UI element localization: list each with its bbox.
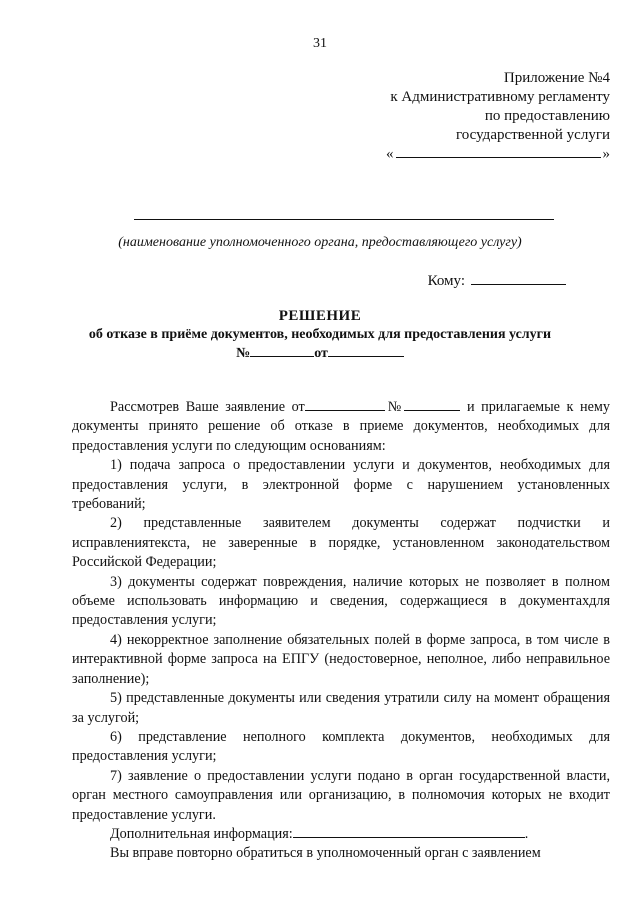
date-blank <box>328 344 404 357</box>
org-name-line <box>134 219 554 220</box>
reason-item-3: 3) документы содержат повреждения, наличие которых не позволяет в полном объеме использовать информацию и сведения, содержащиеся в документахдля предоставления услуги; <box>72 573 610 629</box>
application-number-blank <box>404 398 460 411</box>
reason-item-7: 7) заявление о предоставлении услуги подано в орган государственной власти, орган местного самоуправления или организацию, в полномочия которых не входит предоставление услуги. <box>72 767 610 823</box>
recipient-line <box>428 270 566 290</box>
intro-text-1: Рассмотрев Ваше заявление от <box>110 399 305 415</box>
additional-info-line <box>72 825 610 844</box>
page-number: 31 <box>313 36 327 51</box>
appendix-line-3: по предоставлению <box>484 108 610 124</box>
appendix-line-4: государственной услуги <box>456 127 610 143</box>
quote-close: » <box>602 146 610 162</box>
number-date-line <box>0 344 640 362</box>
reason-item-5: 5) представленные документы или сведения утратили силу на момент обращения за услугой; <box>72 690 610 726</box>
document-title: РЕШЕНИЕ <box>278 308 362 324</box>
final-paragraph: Вы вправе повторно обратиться в уполномоченный орган с заявлением <box>110 845 541 862</box>
number-blank <box>250 344 314 357</box>
reason-item-6: 6) представление неполного комплекта документов, необходимых для предоставления услуги; <box>72 728 610 765</box>
additional-info-label: Дополнительная информация: <box>110 825 293 842</box>
recipient-blank <box>471 270 566 285</box>
intro-paragraph <box>72 398 610 456</box>
reason-item-2: 2) представленные заявителем документы содержат подчистки и исправлениятекста, не заверенные в порядке, установленном законодательством Российской Федерации; <box>72 515 610 571</box>
number-label: № <box>236 346 251 361</box>
document-body <box>72 398 610 864</box>
additional-info-end: . <box>524 825 529 842</box>
date-label: от <box>314 346 328 361</box>
recipient-label: Кому: <box>427 273 465 289</box>
application-date-blank <box>305 398 385 411</box>
appendix-quote-line <box>386 145 610 164</box>
additional-info-blank <box>293 825 525 838</box>
reason-item-1: 1) подача запроса о предоставлении услуги и документов, необходимых для предоставления услуги, в электронной форме с нарушением установленных требований; <box>72 457 610 513</box>
appendix-line-2: к Административному регламенту <box>390 89 610 105</box>
quote-blank <box>396 145 601 158</box>
intro-text-3: и прилагаемые к нему документы принято решение об отказе в приеме документов, необходимых для предоставления услуги по следующим основаниям: <box>72 399 610 454</box>
quote-open: « <box>386 146 394 162</box>
reason-item-4: 4) некорректное заполнение обязательных полей в форме запроса, в том числе в интерактивной форме запроса на ЕПГУ (недостоверное, неполное, либо неправильное заполнение); <box>72 631 610 687</box>
document-subtitle: об отказе в приёме документов, необходимых для предоставления услуги <box>88 327 552 342</box>
appendix-block <box>386 69 610 164</box>
appendix-line-1: Приложение №4 <box>503 70 610 86</box>
intro-text-2: № <box>384 399 405 415</box>
org-caption: (наименование уполномоченного органа, предоставляющего услугу) <box>118 235 522 250</box>
